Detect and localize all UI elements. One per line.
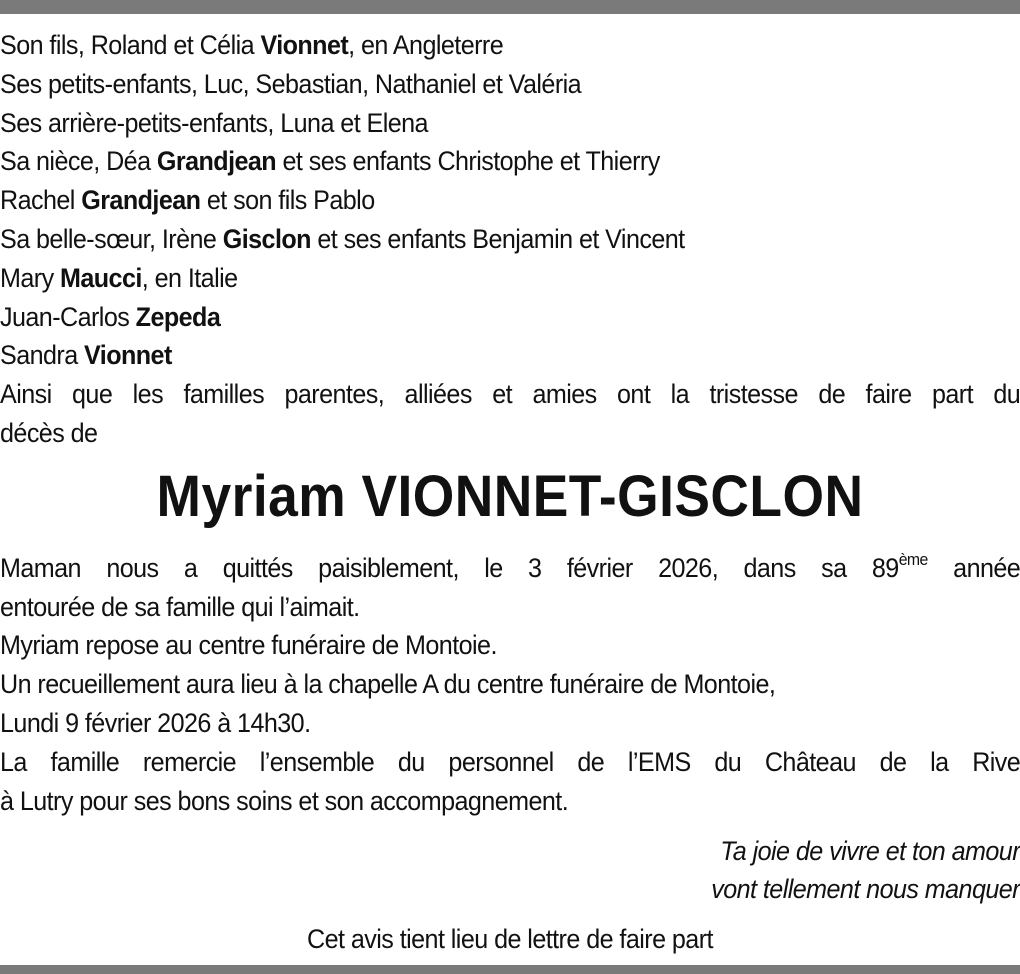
top-rule bbox=[0, 0, 1020, 14]
family-surname: Gisclon bbox=[222, 223, 311, 254]
family-line bbox=[0, 26, 1020, 65]
family-text: Ses arrière-petits-enfants, Luna et Elena bbox=[0, 107, 428, 138]
body-paragraph-3-line-1: Un recueillement aura lieu à la chapelle A du centre funéraire de Montoie, bbox=[0, 669, 776, 700]
family-surname: Grandjean bbox=[156, 146, 277, 177]
intro-line-2: décès de bbox=[0, 417, 98, 448]
family-surname: Vionnet bbox=[260, 30, 349, 60]
family-list bbox=[0, 26, 1020, 375]
family-surname: Maucci bbox=[59, 262, 142, 293]
family-surname: Vionnet bbox=[84, 340, 172, 371]
body-paragraph-1-line-2: entourée de sa famille qui l’aimait. bbox=[0, 591, 360, 622]
quote-line-2: vont tellement nous manquer bbox=[711, 874, 1020, 905]
family-line bbox=[0, 65, 1020, 104]
body-paragraph-2: Myriam repose au centre funéraire de Montoie. bbox=[0, 630, 497, 661]
body-text: année bbox=[927, 552, 1020, 583]
obituary-notice bbox=[0, 26, 1020, 958]
family-text: Juan-Carlos bbox=[0, 301, 136, 332]
body-paragraph-3-line-2: Lundi 9 février 2026 à 14h30. bbox=[0, 707, 311, 738]
family-text: Sa nièce, Déa bbox=[0, 146, 157, 177]
family-line bbox=[0, 220, 1020, 259]
family-text: Ses petits-enfants, Luc, Sebastian, Nathaniel et Valéria bbox=[0, 68, 582, 99]
deceased-name: Myriam VIONNET-GISCLON bbox=[156, 463, 864, 529]
body-paragraph-4-line-2: à Lutry pour ses bons soins et son accompagnement. bbox=[0, 785, 569, 816]
closing-quote bbox=[71, 832, 1020, 908]
footer-note: Cet avis tient lieu de lettre de faire part bbox=[307, 924, 713, 955]
intro-line-1: Ainsi que les familles parentes, alliées et amies ont la tristesse de faire part du bbox=[0, 379, 1020, 410]
ordinal-superscript: ème bbox=[898, 549, 928, 569]
family-text: et ses enfants Benjamin et Vincent bbox=[310, 223, 685, 254]
family-surname: Zepeda bbox=[135, 301, 221, 332]
family-text: Rachel bbox=[0, 185, 82, 216]
family-line bbox=[0, 104, 1020, 143]
family-text: et ses enfants Christophe et Thierry bbox=[276, 146, 660, 177]
body-paragraph-4-line-1: La famille remercie l’ensemble du personnel de l’EMS du Château de la Rive bbox=[0, 746, 1020, 777]
body-paragraph-1-line-1 bbox=[0, 549, 1020, 588]
family-line bbox=[0, 142, 1020, 181]
family-text: Son fils, Roland et Célia bbox=[0, 30, 261, 60]
family-text: , en Angleterre bbox=[348, 30, 504, 60]
bottom-rule bbox=[0, 965, 1020, 974]
family-line bbox=[0, 259, 1020, 298]
family-text: , en Italie bbox=[141, 262, 238, 293]
family-text: Mary bbox=[0, 262, 60, 293]
family-text: Sa belle-sœur, Irène bbox=[0, 223, 223, 254]
family-line bbox=[0, 181, 1020, 220]
family-text: Sandra bbox=[0, 340, 85, 371]
family-text: et son fils Pablo bbox=[200, 185, 375, 216]
family-surname: Grandjean bbox=[81, 185, 201, 216]
quote-line-1: Ta joie de vivre et ton amour bbox=[720, 836, 1020, 867]
body-text: Maman nous a quittés paisiblement, le 3 février 2026, dans sa 89 bbox=[0, 552, 899, 583]
family-line bbox=[0, 336, 1020, 375]
family-line bbox=[0, 298, 1020, 337]
